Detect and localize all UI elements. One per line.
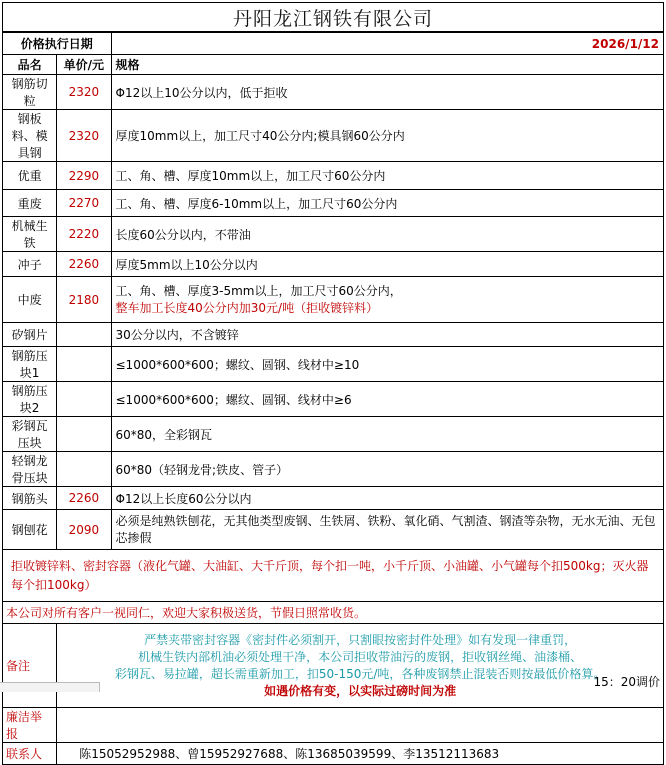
table-row — [3, 417, 664, 452]
price-adjust-time: 15：20调价 — [593, 675, 660, 689]
item-spec: Φ12以上长度60公分以内 — [111, 487, 664, 510]
item-price — [57, 382, 111, 417]
item-price: 2320 — [57, 110, 111, 162]
item-spec — [111, 277, 664, 323]
table-row — [3, 382, 664, 417]
remarks-line: 严禁夹带密封容器《密封件必须割开，只割眼按密封件处理》如有发现一律重罚， — [144, 632, 577, 647]
table-row — [3, 323, 664, 347]
remarks-line: 彩钢瓦、易拉罐，超长需重新加工，扣50-150元/吨，各种废钢禁止混装否则按最低价格算。 — [114, 666, 606, 681]
table-row — [3, 162, 664, 190]
item-spec: ≤1000*600*600；螺纹、圆钢、线材中≥10 — [111, 347, 664, 382]
item-spec: 长度60公分以内，不带油 — [111, 217, 664, 252]
notice-row — [3, 602, 664, 624]
item-name: 钢刨花 — [3, 510, 57, 550]
item-price: 2290 — [57, 162, 111, 190]
item-price — [57, 347, 111, 382]
item-name: 机械生铁 — [3, 217, 57, 252]
table-row — [3, 75, 664, 110]
item-name: 钢板料、模具钢 — [3, 110, 57, 162]
table-row — [3, 217, 664, 252]
item-name: 重废 — [3, 190, 57, 217]
item-name: 钢筋压块1 — [3, 347, 57, 382]
price-sheet — [2, 2, 664, 765]
deduction-note: 拒收镀锌料、密封容器（液化气罐、大油缸、大千斤顶，每个扣一吨，小千斤顶、小油罐、小气罐每个扣500kg；灭火器每个扣100kg） — [3, 550, 664, 602]
item-spec: 厚度5mm以上10公分以内 — [111, 252, 664, 277]
date-row — [3, 33, 664, 55]
contact-value: 陈15052952988、曾15952927688、陈13685039599、李13512113683 — [57, 743, 664, 765]
item-price: 2260 — [57, 252, 111, 277]
item-name: 钢筋切粒 — [3, 75, 57, 110]
item-spec: 工、角、槽、厚度10mm以上，加工尺寸60公分内 — [111, 162, 664, 190]
integrity-row — [3, 708, 664, 743]
item-price: 2260 — [57, 487, 111, 510]
remarks-label: 备注 — [3, 624, 57, 708]
integrity-label: 廉洁举报 — [3, 708, 57, 743]
item-price: 2270 — [57, 190, 111, 217]
item-price: 2320 — [57, 75, 111, 110]
company-title: 丹阳龙江钢铁有限公司 — [2, 2, 664, 32]
item-price: 2180 — [57, 277, 111, 323]
item-spec: ≤1000*600*600；螺纹、圆钢、线材中≥6 — [111, 382, 664, 417]
item-price — [57, 452, 111, 487]
sheet-tab[interactable] — [0, 682, 100, 692]
price-table — [2, 32, 664, 765]
item-price: 2220 — [57, 217, 111, 252]
table-row — [3, 347, 664, 382]
item-spec: Φ12以上10公分以内，低于拒收 — [111, 75, 664, 110]
table-row — [3, 190, 664, 217]
item-name: 中废 — [3, 277, 57, 323]
contact-row — [3, 743, 664, 765]
table-row — [3, 277, 664, 323]
item-spec: 必须是纯熟铁刨花，无其他类型废钢、生铁屑、铁粉、氧化硝、气割渣、钢渣等杂物，无水无油、无包芯掺假 — [111, 510, 664, 550]
item-name: 矽钢片 — [3, 323, 57, 347]
remarks-price-warning: 如遇价格有变，以实际过磅时间为准 — [264, 683, 457, 698]
col-spec-header: 规格 — [111, 55, 664, 75]
notice-text: 本公司对所有客户一视同仁，欢迎大家积极送货，节假日照常收货。 — [3, 602, 664, 624]
date-label: 价格执行日期 — [3, 33, 112, 55]
item-spec: 60*80（轻钢龙骨;铁皮、管子） — [111, 452, 664, 487]
deduction-row — [3, 550, 664, 602]
item-name: 彩钢瓦压块 — [3, 417, 57, 452]
col-price-header: 单价/元 — [57, 55, 111, 75]
item-spec-highlight: 整车加工长度40公分内加30元/吨（拒收镀锌料） — [115, 300, 379, 315]
remarks-row — [3, 624, 664, 708]
item-price — [57, 323, 111, 347]
item-name: 优重 — [3, 162, 57, 190]
contact-label: 联系人 — [3, 743, 57, 765]
item-spec: 厚度10mm以上，加工尺寸40公分内;模具钢60公分内 — [111, 110, 664, 162]
item-spec: 60*80，全彩钢瓦 — [111, 417, 664, 452]
remarks-line: 机械生铁内部机油必须处理干净，本公司拒收带油污的废钢，拒收钢丝绳、油漆桶、 — [138, 649, 583, 664]
item-spec-main: 工、角、槽、厚度3-5mm以上，加工尺寸60公分内， — [115, 283, 402, 298]
header-row — [3, 55, 664, 75]
item-name: 冲子 — [3, 252, 57, 277]
table-row — [3, 252, 664, 277]
item-price — [57, 417, 111, 452]
item-spec: 30公分以内，不含镀锌 — [111, 323, 664, 347]
integrity-value — [57, 708, 664, 743]
item-name: 钢筋头 — [3, 487, 57, 510]
table-row — [3, 110, 664, 162]
item-name: 钢筋压块2 — [3, 382, 57, 417]
item-spec: 工、角、槽、厚度6-10mm以上，加工尺寸60公分内 — [111, 190, 664, 217]
date-value: 2026/1/12 — [111, 33, 664, 55]
table-row — [3, 510, 664, 550]
table-row — [3, 487, 664, 510]
table-row — [3, 452, 664, 487]
item-name: 轻钢龙骨压块 — [3, 452, 57, 487]
item-price: 2090 — [57, 510, 111, 550]
col-name-header: 品名 — [3, 55, 57, 75]
remarks-content — [57, 624, 664, 708]
